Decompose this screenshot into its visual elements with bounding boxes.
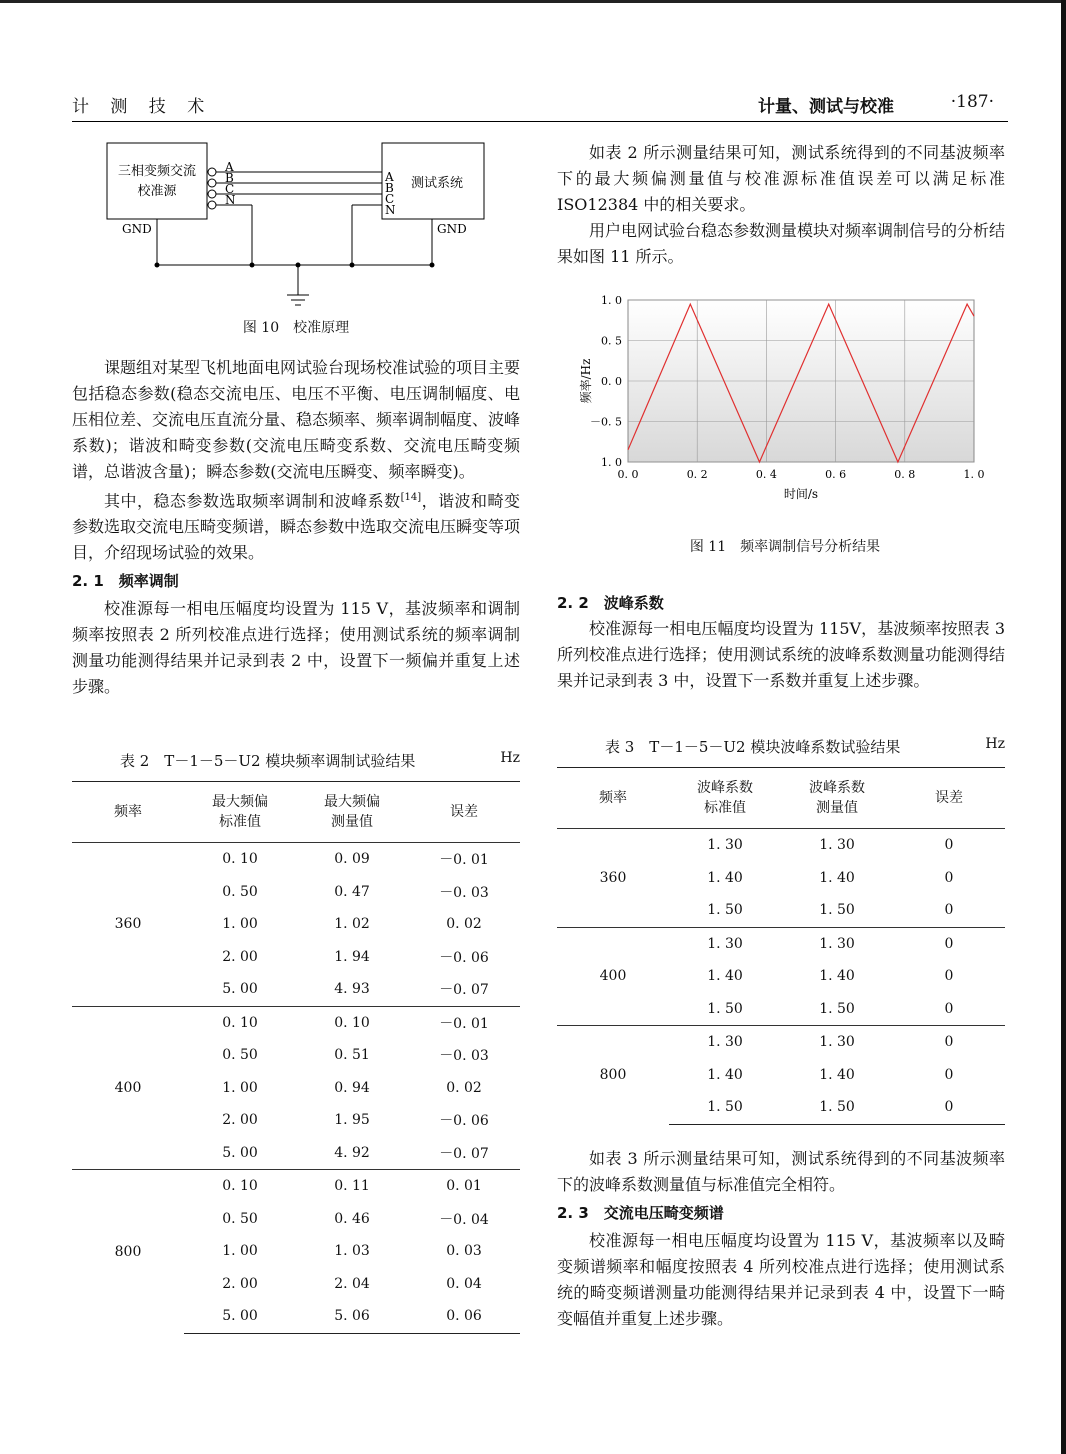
- table-cell: 1. 02: [334, 916, 370, 933]
- column-header: 最大频偏 测量值: [296, 782, 408, 843]
- freq-cell: 800: [557, 1026, 669, 1125]
- section-heading-2-2: 2. 2 波峰系数: [557, 594, 664, 612]
- table-2-unit: Hz: [500, 750, 520, 766]
- x-axis-label: 时间/s: [783, 487, 819, 501]
- table-cell: －0. 03: [439, 884, 489, 901]
- table-cell: 1. 30: [781, 927, 893, 960]
- table-cell: 1. 40: [707, 869, 743, 886]
- table-3-grid: [557, 767, 1005, 1125]
- y-axis-label: 频率/Hz: [579, 358, 593, 404]
- page-edge: [1061, 0, 1066, 1454]
- freq-cell: 360: [114, 916, 142, 933]
- gnd-label-right: GND: [437, 222, 467, 236]
- table-cell: 1. 40: [707, 1066, 743, 1083]
- table-cell: 1. 95: [334, 1112, 370, 1129]
- column-header: 误差: [893, 768, 1005, 829]
- table-cell: 4. 93: [334, 981, 370, 998]
- x-tick-label: 0. 6: [825, 468, 847, 481]
- svg-text:A: A: [225, 160, 234, 174]
- figure-11: [570, 290, 1000, 560]
- table-cell: 1. 30: [707, 837, 743, 854]
- x-tick-label: 0. 2: [686, 468, 708, 481]
- table-3-unit: Hz: [985, 736, 1005, 752]
- section-name: 计量、测试与校准: [758, 97, 894, 117]
- calibrator-box: [107, 143, 207, 219]
- table-cell: 1. 30: [781, 1026, 893, 1059]
- x-tick-label: 1. 0: [963, 468, 985, 481]
- svg-text:C: C: [385, 192, 395, 206]
- table-cell: －0. 07: [439, 982, 489, 999]
- table-cell: 1. 00: [222, 1243, 258, 1260]
- table-cell: 0: [893, 927, 1005, 960]
- paragraph: 如表 2 所示测量结果可知，测试系统得到的不同基波频率下的最大频偏测量值与校准源标准值误差可以满足标准 ISO12384 中的相关要求。: [557, 143, 1005, 214]
- table-cell: 0: [893, 1091, 1005, 1124]
- x-tick-label: 0. 0: [617, 468, 639, 481]
- y-tick-label: －0. 5: [590, 415, 622, 429]
- paragraph: 课题组对某型飞机地面电网试验台现场校准试验的项目主要包括稳态参数(稳态交流电压、电压不平衡、电压调制幅度、电压相位差、交流电压直流分量、稳态频率、频率调制幅度、波峰系数)；谐波和畸变参数(交流电压畸变系数、交流电压畸变频谱，总谐波含量)；瞬态参数(交流电压瞬变、频率瞬变)。: [72, 358, 521, 481]
- table-cell: 2. 00: [222, 948, 258, 965]
- paragraph: 校准源每一相电压幅度均设置为 115V，基波频率按照表 3 所列校准点进行选择；使用测试系统的波峰系数测量功能测得结果并记录到表 3 中，设置下一系数并重复上述步骤。: [557, 619, 1006, 690]
- citation: [14]: [400, 492, 422, 503]
- y-tick-label: 1. 0: [601, 456, 622, 469]
- table-cell: 0. 50: [222, 1210, 258, 1227]
- table-cell: 0. 50: [222, 1047, 258, 1064]
- table-cell: 0: [893, 1026, 1005, 1059]
- table-2-grid: [72, 781, 520, 1334]
- table-cell: 5. 00: [184, 1300, 296, 1333]
- paragraph: 校准源每一相电压幅度均设置为 115 V，基波频率以及畸变频谱频率和幅度按照表 4 所列校准点进行选择；使用测试系统的畸变频谱测量功能测得结果并记录到表 4 中，设置下一畸变幅值并重复上述步骤。: [557, 1231, 1005, 1328]
- table-row: [72, 843, 520, 876]
- right-column-mid: [557, 590, 1005, 694]
- freq-cell: 400: [72, 1006, 184, 1170]
- test-system-label: 测试系统: [410, 176, 464, 191]
- table-cell: 1. 00: [222, 916, 258, 933]
- table-cell: 0. 09: [334, 851, 370, 868]
- table-cell: 0: [944, 1066, 954, 1083]
- table-cell: 0. 10: [222, 851, 258, 868]
- table-cell: 1. 50: [819, 1000, 855, 1017]
- column-header: 误差: [408, 782, 520, 843]
- right-column-bottom: [557, 1146, 1005, 1332]
- freq-cell: 400: [557, 927, 669, 1026]
- x-tick-label: 0. 8: [894, 468, 916, 481]
- table-cell: 0. 11: [296, 1170, 408, 1203]
- table-cell: 0. 10: [184, 1170, 296, 1203]
- table-3-caption: 表 3 T－1－5－U2 模块波峰系数试验结果 Hz: [605, 736, 1005, 756]
- table-cell: －0. 06: [439, 949, 489, 966]
- table-cell: 0. 02: [446, 916, 482, 933]
- table-cell: 0. 94: [334, 1079, 370, 1096]
- table-cell: －0. 03: [439, 1048, 489, 1065]
- table-row: [72, 1170, 520, 1203]
- table-cell: 0: [944, 968, 954, 985]
- table-cell: 0. 03: [446, 1243, 482, 1260]
- table-cell: 1. 50: [781, 1091, 893, 1124]
- table-cell: －0. 06: [439, 1113, 489, 1130]
- table-cell: 0. 46: [334, 1210, 370, 1227]
- column-header: 波峰系数 标准值: [669, 768, 781, 829]
- table-cell: －0. 04: [439, 1211, 489, 1228]
- table-row: [557, 829, 1005, 862]
- svg-text:N: N: [385, 203, 396, 217]
- paragraph: 其中，稳态参数选取频率调制和波峰系数[14]，谐波和畸变参数选取交流电压畸变频谱，瞬态参数中选取交流电压瞬变等项目，介绍现场试验的效果。: [72, 491, 521, 563]
- y-tick-label: 1. 0: [601, 294, 622, 307]
- table-cell: 0: [944, 1000, 954, 1017]
- paragraph: 校准源每一相电压幅度均设置为 115 V，基波频率和调制频率按照表 2 所列校准点进行选择；使用测试系统的频率调制测量功能测得结果并记录到表 2 中，设置下一频偏并重复上述步骤。: [72, 599, 520, 697]
- calibrator-label-1: 三相变频交流: [117, 164, 197, 179]
- section-heading-2-1: 2. 1 频率调制: [72, 572, 179, 591]
- left-column: [72, 355, 520, 700]
- calibrator-label-2: 校准源: [137, 184, 177, 199]
- ground-bus: [155, 219, 435, 305]
- gnd-label-left: GND: [122, 222, 152, 236]
- column-header: 波峰系数 测量值: [781, 768, 893, 829]
- phase-labels: [224, 160, 396, 217]
- table-row: [557, 927, 1005, 960]
- table-cell: －0. 01: [408, 1006, 520, 1039]
- table-cell: 0. 50: [222, 883, 258, 900]
- table-2-caption: 表 2 T－1－5－U2 模块频率调制试验结果 Hz: [120, 750, 520, 770]
- y-tick-label: 0. 5: [601, 334, 622, 348]
- figure-11-caption: 图 11 频率调制信号分析结果: [689, 539, 881, 555]
- table-cell: 1. 40: [819, 968, 855, 985]
- table-cell: 1. 50: [819, 902, 855, 919]
- running-header: [72, 92, 994, 122]
- table-cell: 5. 00: [222, 981, 258, 998]
- table-3: [557, 736, 1005, 1125]
- svg-text:B: B: [385, 181, 394, 195]
- table-cell: 1. 40: [707, 968, 743, 985]
- table-cell: 0. 01: [408, 1170, 520, 1203]
- table-cell: 0: [944, 902, 954, 919]
- x-tick-label: 0. 4: [755, 468, 777, 481]
- freq-cell: 360: [599, 869, 627, 886]
- table-cell: 2. 00: [222, 1112, 258, 1129]
- figure-10-caption: 图 10 校准原理: [242, 320, 350, 336]
- table-cell: －0. 07: [439, 1145, 489, 1162]
- y-tick-label: 0. 0: [601, 375, 622, 388]
- table-row: [557, 1026, 1005, 1059]
- table-cell: 0. 10: [296, 1006, 408, 1039]
- table-2: [72, 750, 520, 1334]
- table-cell: 1. 40: [819, 869, 855, 886]
- section-heading-2-3: 2. 3 交流电压畸变频谱: [557, 1204, 724, 1222]
- frequency-modulation-chart: [570, 290, 1000, 522]
- table-cell: －0. 01: [439, 852, 489, 869]
- table-cell: 1. 00: [222, 1079, 258, 1096]
- table-cell: 1. 50: [707, 902, 743, 919]
- table-cell: 2. 00: [222, 1275, 258, 1292]
- table-cell: 0: [944, 837, 954, 854]
- svg-text:N: N: [225, 193, 236, 207]
- table-cell: 0: [944, 869, 954, 886]
- svg-text:C: C: [225, 182, 235, 196]
- table-row: [72, 1006, 520, 1039]
- svg-text:A: A: [385, 170, 394, 184]
- table-cell: 0. 02: [446, 1079, 482, 1096]
- table-cell: 0. 04: [446, 1275, 482, 1292]
- column-header: 频率: [72, 782, 184, 843]
- table-cell: 1. 50: [669, 1091, 781, 1124]
- top-border: [0, 0, 1066, 3]
- table-cell: 1. 50: [707, 1000, 743, 1017]
- table-cell: 0. 10: [184, 1006, 296, 1039]
- figure-10: [72, 135, 520, 350]
- column-header: 最大频偏 标准值: [184, 782, 296, 843]
- table-cell: 1. 30: [669, 927, 781, 960]
- paragraph: 用户电网试验台稳态参数测量模块对频率调制信号的分析结果如图 11 所示。: [557, 221, 1006, 266]
- table-cell: 2. 04: [334, 1275, 370, 1292]
- right-column-top: [557, 140, 1005, 270]
- table-cell: 1. 30: [669, 1026, 781, 1059]
- journal-name: 计 测 技 术: [72, 97, 213, 117]
- table-cell: 5. 06: [296, 1300, 408, 1333]
- freq-cell: 800: [72, 1170, 184, 1334]
- calibration-diagram: [72, 135, 520, 315]
- page-number: ·187·: [950, 92, 994, 112]
- table-cell: 0. 06: [408, 1300, 520, 1333]
- table-cell: 1. 30: [819, 837, 855, 854]
- table-cell: 5. 00: [222, 1144, 258, 1161]
- svg-text:B: B: [225, 171, 234, 185]
- table-cell: 1. 03: [334, 1243, 370, 1260]
- table-cell: 4. 92: [334, 1144, 370, 1161]
- table-cell: 1. 40: [819, 1066, 855, 1083]
- header-rule: [72, 121, 1008, 122]
- table-cell: 0. 47: [334, 883, 370, 900]
- column-header: 频率: [557, 768, 669, 829]
- table-cell: 1. 94: [334, 948, 370, 965]
- table-cell: 0. 51: [334, 1047, 370, 1064]
- paragraph: 如表 3 所示测量结果可知，测试系统得到的不同基波频率下的波峰系数测量值与标准值完全相符。: [557, 1149, 1005, 1194]
